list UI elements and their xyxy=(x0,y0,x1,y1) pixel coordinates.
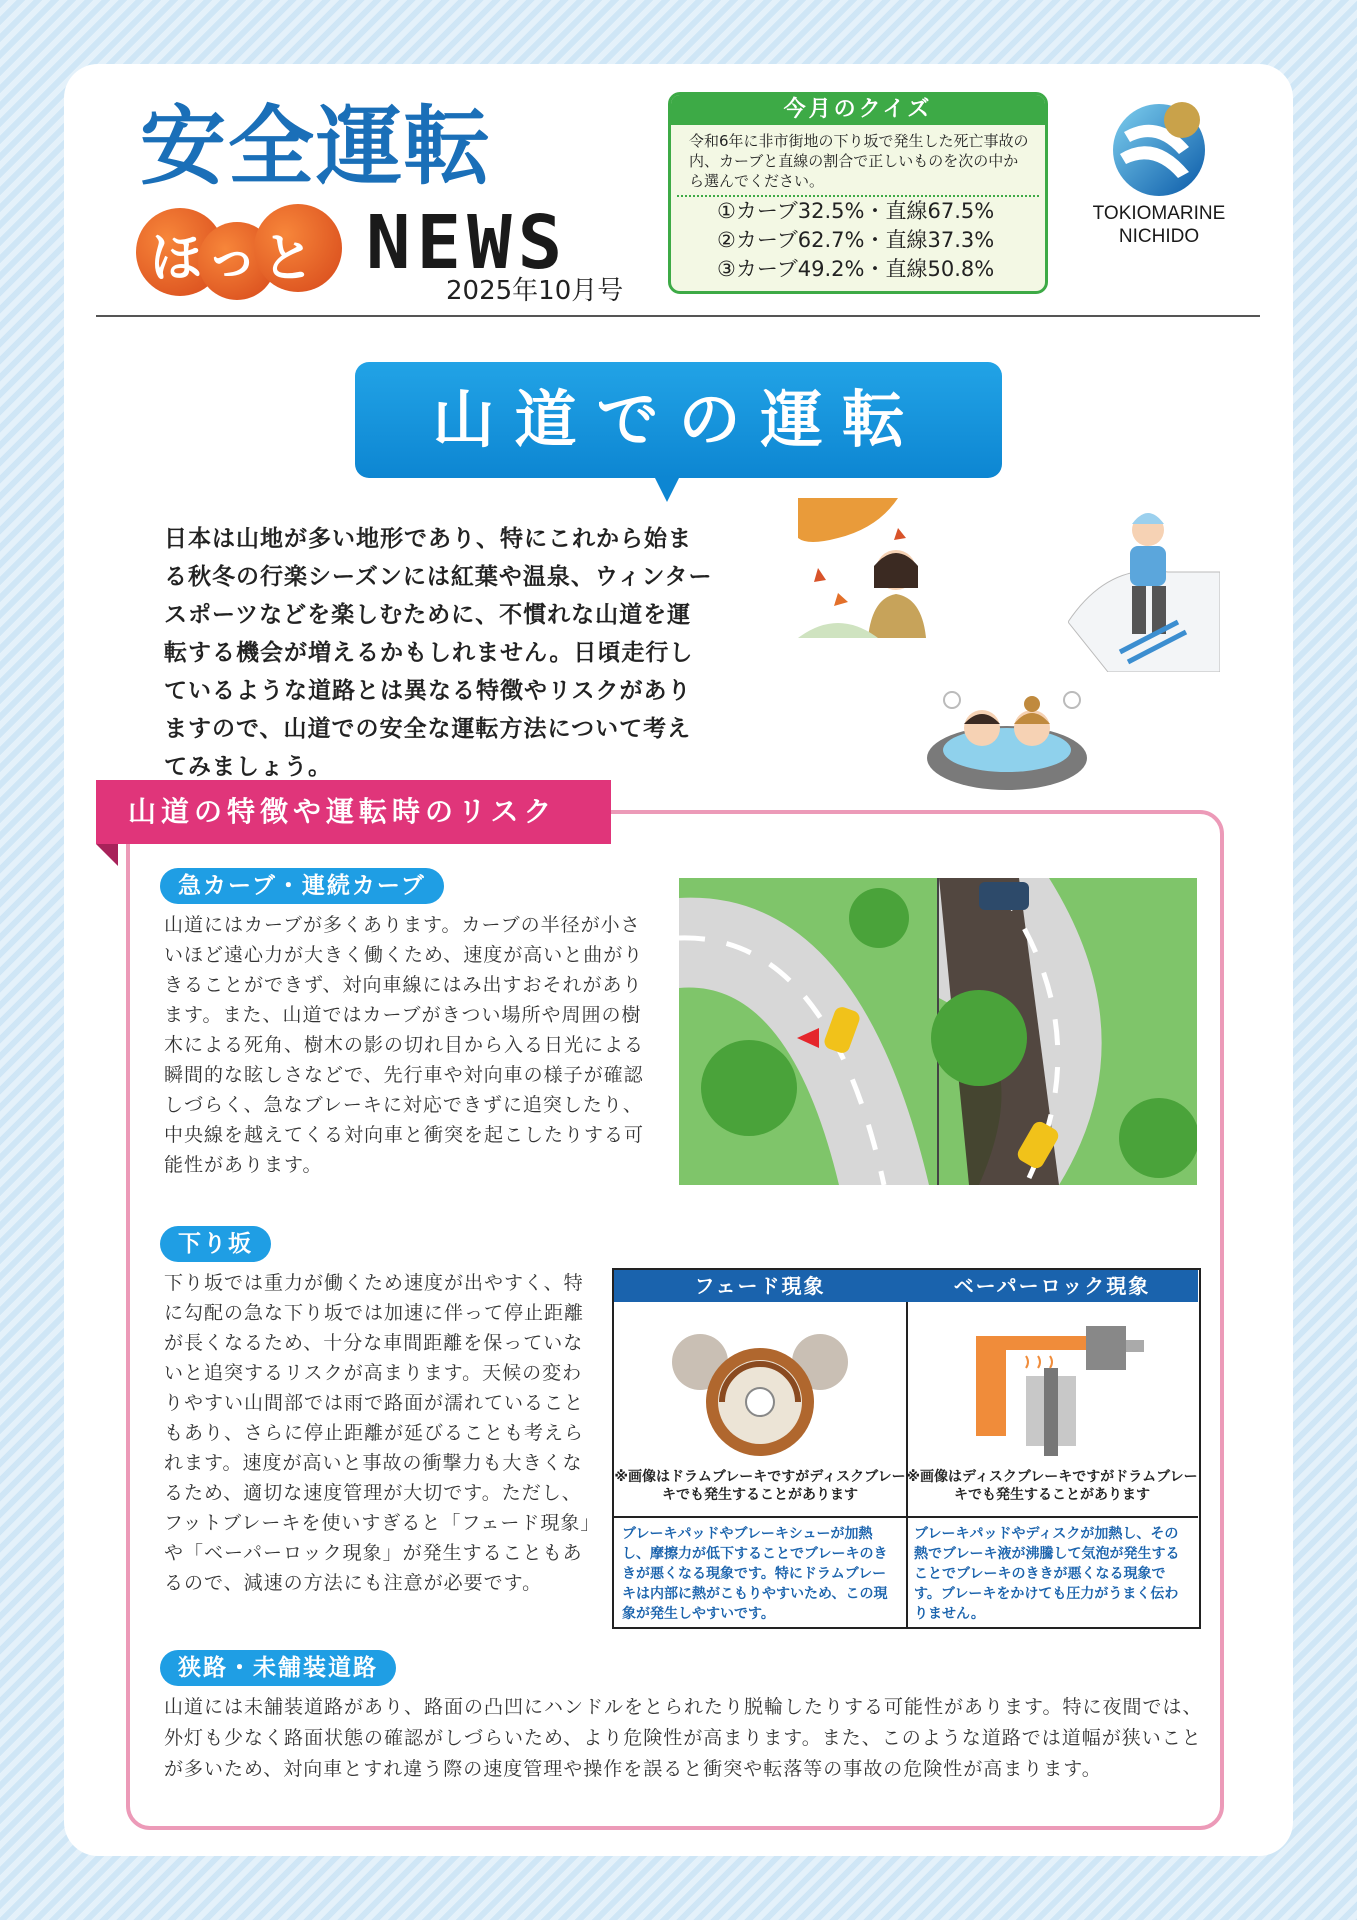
fade-description: ブレーキパッドやブレーキシューが加熱し、摩擦力が低下することでブレーキのききが悪くなる現象です。特にドラムブレーキは内部に熱がこもりやすいため、この現象が発生しやすいです。 xyxy=(614,1516,906,1627)
narrow-road-text: 山道には未舗装道路があり、路面の凸凹にハンドルをとられたり脱輪したりする可能性があります。特に夜間では、外灯も少なく路面状態の確認がしづらいため、より危険性が高まります。また、このような道路では道幅が狭いことが多いため、対向車とすれ違う際の速度管理や操作を誤ると衝突や転落等の事故の危険性が高まります。 xyxy=(164,1696,1203,1780)
vapor-description: ブレーキパッドやディスクが加熱し、その熱でブレーキ液が沸騰して気泡が発生することでブレーキのききが悪くなる現象です。ブレーキをかけても圧力がうまく伝わりません。 xyxy=(906,1516,1198,1627)
brand-mark-icon xyxy=(1064,92,1254,202)
risk-heading: 山道の特徴や運転時のリスク xyxy=(96,780,611,844)
newsletter-title: 安全運転 xyxy=(140,97,492,197)
fade-note: ※画像はドラムブレーキですがディスクブレーキでも発生することがあります xyxy=(614,1469,906,1503)
quiz-option-3: ③カーブ49.2%・直線50.8% xyxy=(717,257,995,281)
brand-logo xyxy=(1064,92,1254,252)
hotto-text: ほっと xyxy=(150,229,319,289)
downhill-label: 下り坂 xyxy=(160,1226,271,1262)
brake-phenomena-table xyxy=(612,1268,1201,1629)
hotto-logo xyxy=(136,204,346,300)
intro-text: 日本は山地が多い地形であり、特にこれから始まる秋冬の行楽シーズンには紅葉や温泉、ウィンタースポーツなどを楽しむために、不慣れな山道を運転する機会が増えるかもしれません。日頃走行しているような道路とは異なる特徴やリスクがありますので、山道での安全な運転方法について考えてみましょう。 xyxy=(164,526,713,780)
fade-title: フェード現象 xyxy=(614,1270,906,1302)
disc-brake-icon xyxy=(966,1316,1146,1456)
brand-line-2: NICHIDO xyxy=(1118,226,1200,247)
main-title: 山道での運転 xyxy=(355,362,1002,478)
autumn-hiker-illustration xyxy=(798,498,934,638)
drum-brake-icon xyxy=(670,1312,850,1462)
news-logo: NEWS xyxy=(366,200,569,286)
newsletter-page xyxy=(64,64,1293,1856)
monthly-quiz xyxy=(668,92,1048,294)
fade-column xyxy=(614,1270,908,1627)
hot-spring-illustration xyxy=(922,684,1092,794)
quiz-option-1: ①カーブ32.5%・直線67.5% xyxy=(717,199,995,223)
quiz-question: 令和6年に非市街地の下り坂で発生した死亡事故の内、カーブと直線の割合で正しいものを次の中から選んでください。 xyxy=(677,125,1039,197)
brand-line-1: TOKIOMARINE xyxy=(1092,203,1226,224)
curve-label: 急カーブ・連続カーブ xyxy=(160,868,444,904)
quiz-title: 今月のクイズ xyxy=(671,95,1045,125)
skier-illustration xyxy=(1068,502,1220,672)
curve-road-illustration xyxy=(679,878,1197,1185)
quiz-option-2: ②カーブ62.7%・直線37.3% xyxy=(717,228,995,252)
curve-text: 山道にはカーブが多くあります。カーブの半径が小さいほど遠心力が大きく働くため、速度が高いと曲がりきることができず、対向車線にはみ出すおそれがあります。また、山道ではカーブがきつい場所や周囲の樹木による死角、樹木の影の切れ目から入る日光による瞬間的な眩しさなどで、先行車や対向車の様子が確認しづらく、急なブレーキに対応できずに追突したり、中央線を越えてくる対向車と衝突を起こしたりする可能性があります。 xyxy=(164,914,645,1176)
narrow-road-label: 狭路・未舗装道路 xyxy=(160,1650,396,1686)
vapor-note: ※画像はディスクブレーキですがドラムブレーキでも発生することがあります xyxy=(906,1469,1198,1503)
header-divider xyxy=(96,315,1260,317)
vapor-column xyxy=(906,1270,1198,1627)
issue-date: 2025年10月号 xyxy=(446,276,624,306)
vapor-title: ベーパーロック現象 xyxy=(906,1270,1198,1302)
downhill-text: 下り坂では重力が働くため速度が出やすく、特に勾配の急な下り坂では加速に伴って停止距離が長くなるため、十分な車間距離を保っていないと追突するリスクが高まります。天候の変わりやすい山間部では雨で路面が濡れていることもあり、さらに停止距離が延びることも考えられます。速度が高いと事故の衝撃力も大きくなるため、適切な速度管理が大切です。ただし、フットブレーキを使いすぎると「フェード現象」や「ベーパーロック現象」が発生することもあるので、減速の方法にも注意が必要です。 xyxy=(164,1272,591,1594)
